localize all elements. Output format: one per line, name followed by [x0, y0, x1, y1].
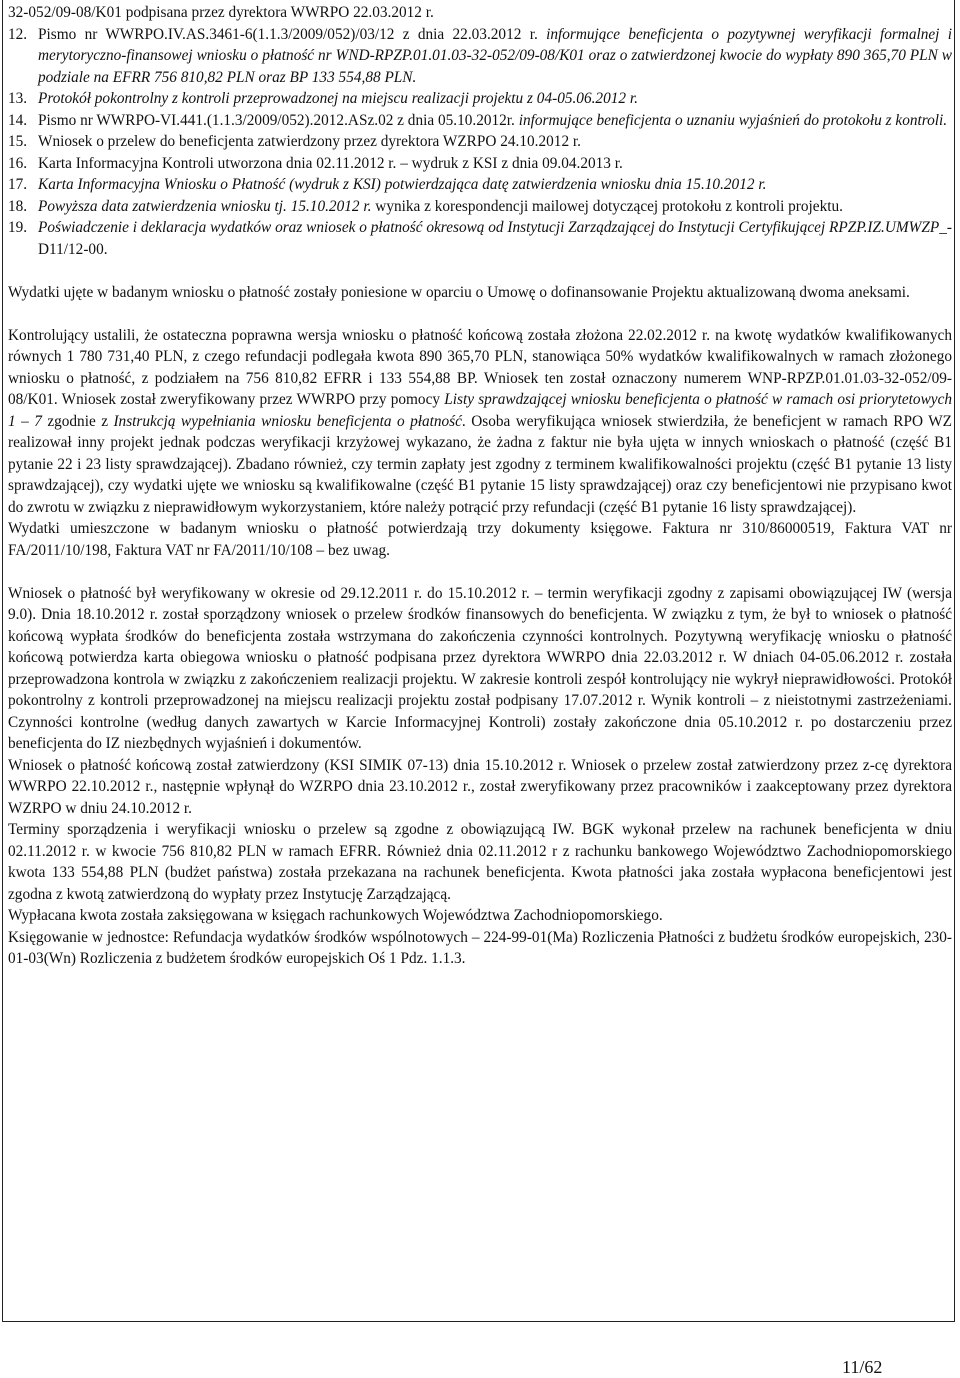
list-text: Wniosek o przelew do beneficjenta zatwierdzony przez dyrektora WZRPO 24.10.2012 r.: [38, 133, 581, 150]
paragraph-findings: Kontrolujący ustalili, że ostateczna poprawna wersja wniosku o płatność końcową została złożona 22.02.2012 r. na kwotę wydatków kwalifikowanych równych 1 780 731,40 PLN, z czego refundacji podlegała kwota 890 365,70 PLN, stanowiąca 50% wydatków kwalifikowalnych w ramach złożonego wniosku o płatność, z podziałem na 756 810,82 EFRR i 133 554,88 BP. Wniosek ten został oznaczony numerem WNP-RPZP.01.01.03-32-052/09-08/K01. Wniosek został zweryfikowany przez WWRPO przy pomocy Listy sprawdzającej wniosku beneficjenta o płatność w ramach osi priorytetowych 1 – 7 zgodnie z Instrukcją wypełniania wniosku beneficjenta o płatność. Osoba weryfikująca wniosek stwierdziła, że beneficjent w ramach RPO WZ realizował inny projekt jednak podczas weryfikacji krzyżowej wykazano, że żadna z faktur nie była ujęta w innych wnioskach o płatność (część B1 pytanie 22 i 23 listy sprawdzającej). Zbadano również, czy termin zapłaty jest zgodny z terminem kwalifikowalności projektu (część B1 pytanie 13 listy sprawdzającej), czy wydatki ujęte we wniosku są kwalifikowalne (część B1 pytanie 15 listy sprawdzającej) oraz czy beneficjentowi nie przypisano kwot do zwrotu w związku z nieprawidłowym wykorzystaniem, które należy potrącić przy refundacji (część B1 pytanie 16 listy sprawdzającej).: [8, 326, 953, 516]
page-number: 11/62: [842, 1357, 883, 1377]
paragraph-verification: Wniosek o płatność był weryfikowany w okresie od 29.12.2011 r. do 15.10.2012 r. – termin weryfikacji zgodny z zapisami obowiązującej IW (wersja 9.0). Dnia 18.10.2012 r. został sporządzony wniosek o przelew środków finansowych do beneficjenta. W związku z tym, że był to wniosek o płatność końcową wypłata środków do beneficjenta została wstrzymana do zakończenia czynności kontrolnych. Pozytywną weryfikację wniosku o płatność końcową potwierdza karta obiegowa wniosku o płatność podpisana przez dyrektora WWRPO dnia 22.03.2012 r. W dniach 04-05.06.2012 r. została przeprowadzona kontrola w związku z zakończeniem realizacji projektu. W zakresie kontroli zespół kontrolujący nie wykrył nieprawidłowości. Protokół pokontrolny z kontroli przeprowadzonej na miejscu realizacji projektu został podpisany 17.07.2012 r. Wynik kontroli – z nieistotnymi zastrzeżeniami. Czynności kontrolne (według danych zawartych w Karcie Informacyjnej Kontroli) zostały zakończone dnia 05.10.2012 r. po dostarczeniu przez beneficjenta do IZ niezbędnych wyjaśnień i dokumentów.: [8, 584, 952, 752]
paragraph-booking: Wypłacana kwota została zaksięgowana w księgach rachunkowych Województwa Zachodniopomorskiego.: [8, 907, 663, 924]
list-number: 18.: [8, 197, 28, 215]
list-text-italic: Poświadczenie i deklaracja wydatków oraz wniosek o płatność okresową od Instytucji Zarządzającej do Instytucji Certyfikującej RPZP.IZ.UMWZP_: [38, 219, 947, 236]
top-line: 32-052/09-08/K01 podpisana przez dyrektora WWRPO 22.03.2012 r.: [8, 4, 434, 21]
list-number: 16.: [8, 154, 28, 172]
paragraph-transfer: Terminy sporządzenia i weryfikacji wniosku o przelew są zgodne z obowiązującą IW. BGK wykonał przelew na rachunek beneficjenta w dniu 02.11.2012 r. w kwocie 756 810,82 PLN w ramach EFRR. Również dnia 02.11.2012 r z rachunku bankowego Województwo Zachodniopomorskiego kwota 133 554,88 PLN (budżet państwa) została przekazana na rachunek beneficjenta. Kwota płatności jaka została wypłacona beneficjentowi jest zgodna z kwotą zatwierdzoną do wypłaty przez Instytucję Zarządzającą.: [8, 821, 952, 903]
italic-checklist-title: Listy sprawdzającej wniosku beneficjenta o płatność w ramach osi priorytetowych 1 – 7: [8, 391, 953, 430]
list-text-italic: informujące beneficjenta o uznaniu wyjaśnień do protokołu z kontroli.: [518, 111, 948, 129]
document-body: [8, 2, 952, 970]
list-text: wynika z korespondencji mailowej dotyczącej protokołu z kontroli projektu.: [375, 197, 843, 215]
list-item-12: [8, 24, 952, 89]
list-number: 19.: [8, 219, 28, 236]
list-item-14: [8, 110, 952, 132]
paragraph-invoices: Wydatki umieszczone w badanym wniosku o płatność potwierdzają trzy dokumenty księgowe. Faktura nr 310/86000519, Faktura VAT nr FA/2011/10/198, Faktura VAT nr FA/2011/10/108 – bez uwag.: [8, 520, 952, 559]
paragraph-accounting: Księgowanie w jednostce: Refundacja wydatków środków wspólnotowych – 224-99-01(Ma) Rozliczenia Płatności z budżetu środków europejskich, 230-01-03(Wn) Rozliczenia z budżetem środków europejskich Oś 1 Pdz. 1.1.3.: [8, 928, 952, 967]
list-number: 15.: [8, 133, 28, 150]
list-text: Pismo nr WWRPO-VI.441.(1.1.3/2009/052).2012.ASz.02 z dnia 05.10.2012r.: [38, 111, 519, 129]
list-item-18: [8, 196, 952, 218]
list-number: 14.: [8, 111, 28, 129]
list-item-15: [8, 131, 952, 153]
list-text: Karta Informacyjna Kontroli utworzona dnia 02.11.2012 r. – wydruk z KSI z dnia 09.04.2013 r.: [38, 154, 623, 172]
list-number: 13.: [8, 90, 28, 107]
list-text: -D11/12-00.: [38, 219, 952, 258]
list-text-italic: informujące beneficjenta o pozytywnej weryfikacji formalnej i merytoryczno-finansowej wniosku o płatność nr WND-RPZP.01.01.03-32-052/09-08/K01 oraz o zatwierdzonej kwocie do wypłaty 890 365,70 PLN w podziale na EFRR 756 810,82 PLN oraz BP 133 554,88 PLN.: [38, 25, 953, 86]
list-item-16: [8, 153, 952, 175]
list-item-13: [8, 88, 952, 110]
list-text-italic: Karta Informacyjna Wniosku o Płatność (wydruk z KSI) potwierdzająca datę zatwierdzenia wniosku dnia 15.10.2012 r.: [38, 176, 767, 193]
paragraph-approval: Wniosek o płatność końcową został zatwierdzony (KSI SIMIK 07-13) dnia 15.10.2012 r. Wniosek o przelew został zatwierdzony przez z-cę dyrektora WWRPO 22.10.2012 r., następnie wpłynął do WZRPO dnia 23.10.2012 r., został zweryfikowany przez pracowników i zaakceptowany przez dyrektora WZRPO w dniu 24.10.2012 r.: [8, 756, 952, 817]
list-number: 12.: [8, 25, 28, 43]
list-text-italic: Powyższa data zatwierdzenia wniosku tj. 15.10.2012 r.: [38, 197, 376, 215]
list-text: Pismo nr WWRPO.IV.AS.3461-6(1.1.3/2009/052)/03/12 z dnia 22.03.2012 r.: [38, 25, 547, 43]
list-text-italic: Protokół pokontrolny z kontroli przeprowadzonej na miejscu realizacji projektu z 04-05.06.2012 r.: [38, 90, 638, 107]
list-item-17: [8, 174, 952, 196]
italic-instruction-title: Instrukcją wypełniania wniosku beneficjenta o płatność: [113, 412, 462, 430]
list-item-19: [8, 217, 952, 260]
list-number: 17.: [8, 176, 28, 193]
paragraph-expenses: Wydatki ujęte w badanym wniosku o płatność zostały poniesione w oparciu o Umowę o dofinansowanie Projektu aktualizowaną dwoma aneksami.: [8, 283, 910, 301]
